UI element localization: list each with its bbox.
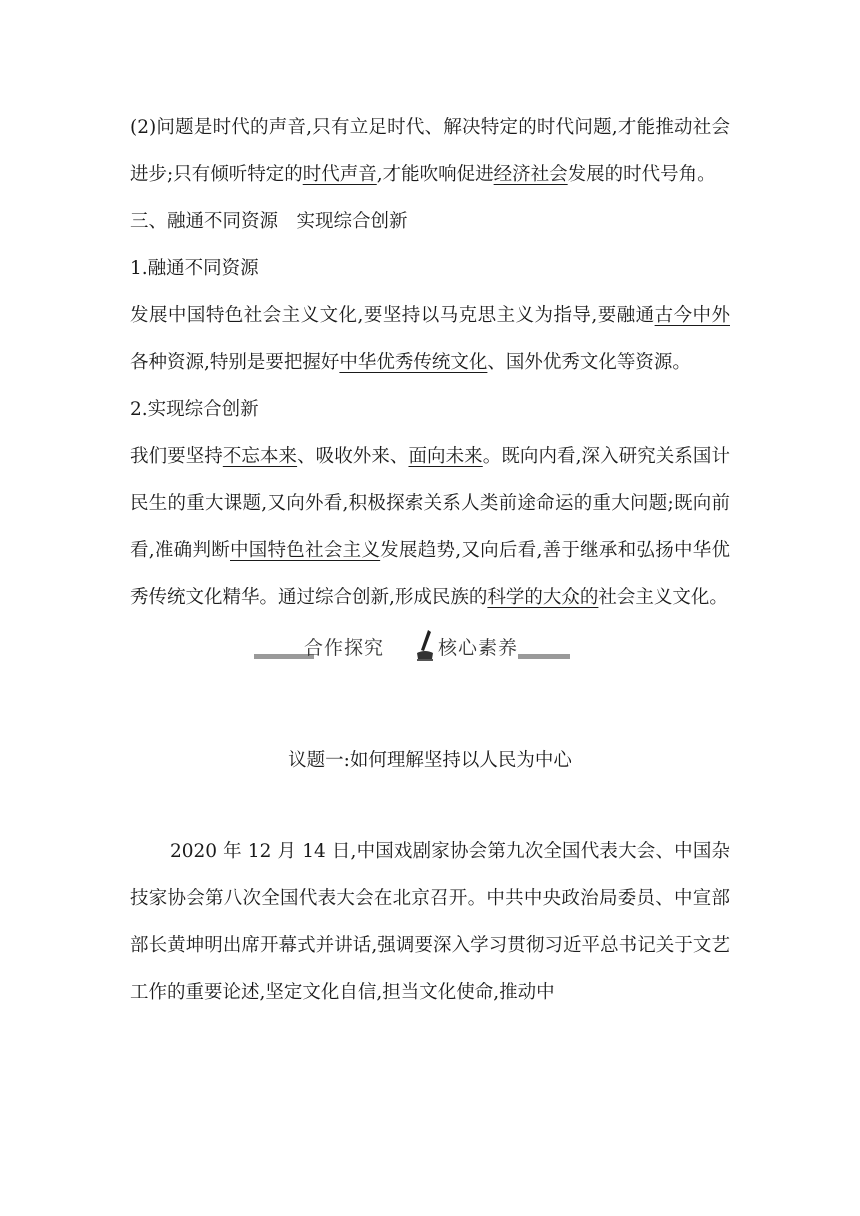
text-run: 发展中国特色社会主义文化,要坚持以马克思主义为指导,要融通 [130, 305, 655, 326]
text-run: ,才能吹响促进 [376, 164, 494, 185]
underlined-term: 科学的大众的 [487, 587, 599, 608]
ink-pen-icon [415, 629, 435, 661]
text-run: 、吸收外来、 [297, 446, 409, 467]
underlined-term: 经济社会 [493, 164, 568, 185]
underlined-term: 古今中外 [654, 305, 730, 326]
text-run: 发展的时代号角。 [567, 164, 716, 185]
topic-title: 议题一:如何理解坚持以人民为中心 [288, 750, 572, 771]
subsection-title-2: 2.实现综合创新 [130, 399, 259, 420]
banner-left-text: 合作探究 [304, 637, 385, 659]
section-banner [130, 623, 730, 683]
banner-right-bar [518, 654, 570, 659]
text-run: (2)问题是时代的声音,只有立足时代、解决特定的时代问题,才能推动社会进步;只有倾听特定的 [130, 117, 730, 185]
text-run: 、国外优秀文化等资源。 [487, 352, 691, 373]
underlined-term: 时代声音 [302, 164, 377, 185]
text-run: 。既向内看,深入研究关系国计民生的重大课题,又向外看,积极探索关系人类前途命运的重大问题;既向前看,准确判断 [130, 446, 730, 561]
underlined-term: 中华优秀传统文化 [339, 352, 488, 373]
paragraph-item-2 [130, 104, 730, 198]
document-page [130, 104, 730, 1016]
section-heading: 三、融通不同资源 实现综合创新 [130, 211, 408, 232]
text-run: 我们要坚持 [130, 446, 223, 467]
material-paragraph: 2020 年 12 月 14 日,中国戏剧家协会第九次全国代表大会、中国杂技家协会第八次全国代表大会在北京召开。中共中央政治局委员、中宣部部长黄坤明出席开幕式并讲话,强调要深入学习贯彻习近平总书记关于文艺工作的重要论述,坚定文化自信,担当文化使命,推动中 [130, 841, 730, 1003]
text-run: 各种资源,特别是要把握好 [130, 352, 340, 373]
text-run: 发展趋势,又向后看,善于继承和弘扬中华优秀传统文化精华。通过综合创新,形成民族的 [130, 540, 731, 608]
banner-right-text: 核心素养 [438, 637, 519, 659]
text-run: 社会主义文化。 [598, 587, 728, 608]
paragraph-item-2b [130, 433, 730, 621]
paragraph-item-1 [130, 292, 730, 386]
underlined-term: 中国特色社会主义 [230, 540, 381, 561]
underlined-term: 面向未来 [408, 446, 483, 467]
underlined-term: 不忘本来 [222, 446, 298, 467]
subsection-title-1: 1.融通不同资源 [130, 258, 259, 279]
